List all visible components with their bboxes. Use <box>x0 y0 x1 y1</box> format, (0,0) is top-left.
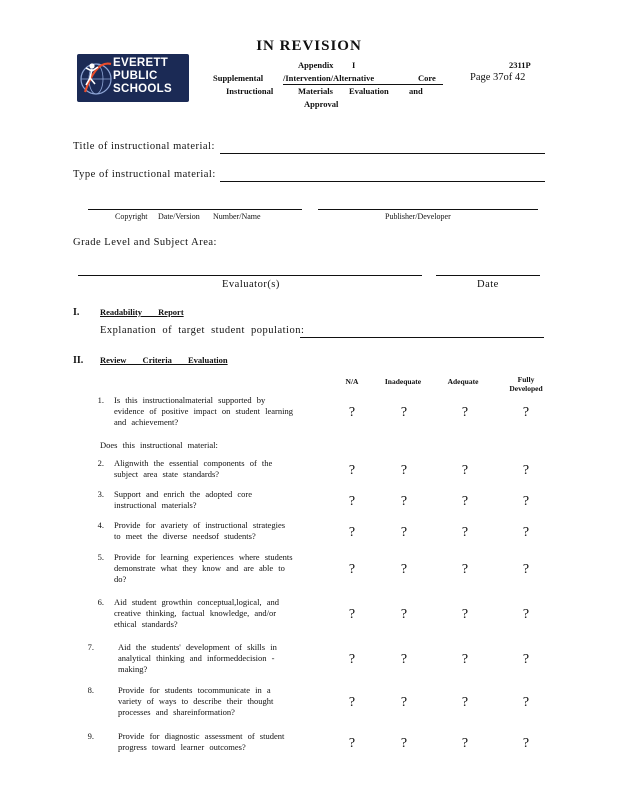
question-number: 3. <box>97 489 104 499</box>
type-field-line[interactable] <box>220 181 545 182</box>
type-field-label: Type of instructional material: <box>73 169 216 180</box>
form-title-word: Core <box>418 73 436 83</box>
question-text-line: evidence of positive impact on student learning <box>114 406 293 416</box>
appendix-value: I <box>352 60 356 70</box>
question-text-line: progress toward learner outcomes? <box>118 742 246 752</box>
question-text-line: instructional materials? <box>114 500 197 510</box>
question-text-line: making? <box>118 664 148 674</box>
question-text-line: ethical standards? <box>114 619 178 629</box>
rating-mark-adequate[interactable]: ? <box>461 525 469 540</box>
question-text <box>114 597 329 630</box>
question-number: 4. <box>97 520 104 530</box>
title-field-label: Title of instructional material: <box>73 141 215 152</box>
rating-mark-inadequate[interactable]: ? <box>400 525 408 540</box>
rating-mark-na[interactable]: ? <box>348 736 356 751</box>
rating-mark-na[interactable]: ? <box>348 652 356 667</box>
rating-mark-adequate[interactable]: ? <box>461 494 469 509</box>
rating-mark-na[interactable]: ? <box>348 463 356 478</box>
question-number: 8. <box>87 685 94 695</box>
school-district-logo <box>77 54 189 102</box>
rating-mark-na[interactable]: ? <box>348 695 356 710</box>
question-text-line: subject area state standards? <box>114 469 220 479</box>
rating-mark-adequate[interactable]: ? <box>461 607 469 622</box>
date-version-label: Date/Version <box>158 212 200 221</box>
rating-mark-adequate[interactable]: ? <box>461 405 469 420</box>
rating-mark-inadequate[interactable]: ? <box>400 494 408 509</box>
question-text <box>118 642 333 675</box>
rating-mark-na[interactable]: ? <box>348 494 356 509</box>
question-text-line: demonstrate what they know and are able to <box>114 563 285 573</box>
question-text-line: creative thinking, factual knowledge, and/or <box>114 608 277 618</box>
rating-mark-adequate[interactable]: ? <box>461 736 469 751</box>
question-text-line: Aid student growthin conceptual,logical, and <box>114 597 279 607</box>
page-number: Page 37of 42 <box>470 72 526 83</box>
question-text <box>114 458 329 480</box>
form-title-word: Instructional <box>226 86 274 96</box>
evaluators-field-line[interactable] <box>78 275 422 276</box>
copyright-field-line[interactable] <box>88 209 302 210</box>
rating-mark-fully-developed[interactable]: ? <box>522 562 530 577</box>
rating-mark-na[interactable]: ? <box>348 405 356 420</box>
explanation-label: Explanation of target student population: <box>100 325 305 336</box>
section-2-heading: Review Criteria Evaluation <box>100 355 228 365</box>
rating-mark-inadequate[interactable]: ? <box>400 463 408 478</box>
rating-mark-fully-developed[interactable]: ? <box>522 494 530 509</box>
question-text-line: analytical thinking and informeddecision - <box>118 653 275 663</box>
grade-subject-label: Grade Level and Subject Area: <box>73 237 217 248</box>
rating-mark-inadequate[interactable]: ? <box>400 607 408 622</box>
copyright-label: Copyright <box>115 212 148 221</box>
rating-mark-adequate[interactable]: ? <box>461 652 469 667</box>
question-text-line: Provide for diagnostic assessment of student <box>118 731 285 741</box>
evaluators-label: Evaluator(s) <box>222 279 280 290</box>
question-text <box>118 685 333 718</box>
question-text-line: and achievement? <box>114 417 179 427</box>
question-number: 6. <box>97 597 104 607</box>
question-text <box>114 489 329 511</box>
section-2-numeral: II. <box>73 355 84 366</box>
question-text-line: Is this instructionalmaterial supported by <box>114 395 266 405</box>
question-text-line: Provide for avariety of instructional strategies <box>114 520 286 530</box>
rating-mark-adequate[interactable]: ? <box>461 562 469 577</box>
form-title-word: Approval <box>304 99 339 109</box>
rating-mark-fully-developed[interactable]: ? <box>522 463 530 478</box>
rating-mark-inadequate[interactable]: ? <box>400 736 408 751</box>
rating-mark-fully-developed[interactable]: ? <box>522 652 530 667</box>
question-text-line: Provide for students tocommunicate in a <box>118 685 271 695</box>
question-number: 5. <box>97 552 104 562</box>
logo-line-3: SCHOOLS <box>113 83 172 95</box>
publisher-field-line[interactable] <box>318 209 538 210</box>
explanation-field-line[interactable] <box>300 337 544 338</box>
logo-line-1: EVERETT <box>113 57 169 69</box>
rating-mark-inadequate[interactable]: ? <box>400 405 408 420</box>
rating-mark-na[interactable]: ? <box>348 607 356 622</box>
rating-mark-na[interactable]: ? <box>348 525 356 540</box>
question-number: 9. <box>87 731 94 741</box>
rating-mark-na[interactable]: ? <box>348 562 356 577</box>
document-status-title: IN REVISION <box>256 38 362 54</box>
date-field-line[interactable] <box>436 275 540 276</box>
rating-mark-inadequate[interactable]: ? <box>400 562 408 577</box>
title-underline <box>283 84 443 85</box>
question-number: 2. <box>97 458 104 468</box>
date-label: Date <box>477 279 499 290</box>
questions-intro: Does this instructional material: <box>100 440 218 450</box>
title-field-line[interactable] <box>220 153 545 154</box>
question-text-line: variety of ways to describe their thought <box>118 696 274 706</box>
question-text <box>114 520 329 542</box>
question-text <box>114 395 329 428</box>
rating-mark-adequate[interactable]: ? <box>461 695 469 710</box>
rating-mark-fully-developed[interactable]: ? <box>522 607 530 622</box>
question-text-line: processes and shareinformation? <box>118 707 235 717</box>
question-text-line: Provide for learning experiences where students <box>114 552 293 562</box>
rating-mark-fully-developed[interactable]: ? <box>522 736 530 751</box>
question-text-line: to meet the diverse needsof students? <box>114 531 256 541</box>
publisher-label: Publisher/Developer <box>385 212 451 221</box>
rating-mark-fully-developed[interactable]: ? <box>522 695 530 710</box>
rating-mark-adequate[interactable]: ? <box>461 463 469 478</box>
form-title-word: Materials <box>298 86 333 96</box>
form-title-word: Supplemental <box>213 73 264 83</box>
question-text-line: Alignwith the essential components of the <box>114 458 273 468</box>
column-header-inadequate: Inadequate <box>384 377 422 386</box>
rating-mark-inadequate[interactable]: ? <box>400 695 408 710</box>
form-title-word: Evaluation <box>349 86 389 96</box>
column-header-na: N/A <box>345 377 359 386</box>
policy-number: 2311P <box>509 60 531 70</box>
number-name-label: Number/Name <box>213 212 261 221</box>
column-header-fully-developed: Fully Developed <box>509 375 543 393</box>
form-title-word: /Intervention/Alternative <box>283 73 375 83</box>
rating-mark-fully-developed[interactable]: ? <box>522 405 530 420</box>
form-title-word: and <box>409 86 423 96</box>
rating-mark-inadequate[interactable]: ? <box>400 652 408 667</box>
question-text <box>118 731 333 753</box>
logo-line-2: PUBLIC <box>113 70 158 82</box>
question-text-line: Support and enrich the adopted core <box>114 489 252 499</box>
question-text-line: do? <box>114 574 127 584</box>
section-1-numeral: I. <box>73 307 80 318</box>
question-number: 1. <box>97 395 104 405</box>
question-text-line: Aid the students' development of skills in <box>118 642 277 652</box>
question-number: 7. <box>87 642 94 652</box>
column-header-adequate: Adequate <box>447 377 479 386</box>
appendix-label: Appendix <box>298 60 334 70</box>
rating-mark-fully-developed[interactable]: ? <box>522 525 530 540</box>
question-text <box>114 552 329 585</box>
section-1-heading: Readability Report <box>100 307 184 317</box>
